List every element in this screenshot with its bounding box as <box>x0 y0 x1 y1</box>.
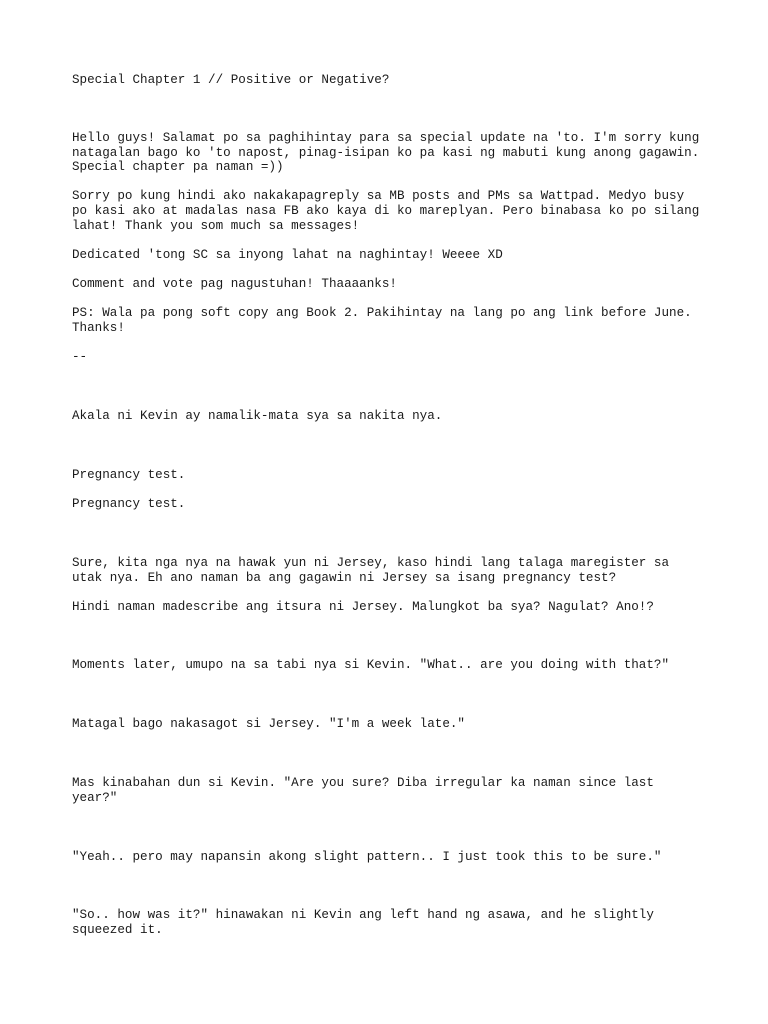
story-paragraph-8-line-1: Mas kinabahan dun si Kevin. "Are you sure? Diba irregular ka naman since last <box>72 776 654 790</box>
story-paragraph-1: Akala ni Kevin ay namalik-mata sya sa nakita nya. <box>72 409 443 423</box>
intro-paragraph-4: Comment and vote pag nagustuhan! Thaaaanks! <box>72 277 397 291</box>
story-paragraph-4-line-2: utak nya. Eh ano naman ba ang gagawin ni Jersey sa isang pregnancy test? <box>72 571 617 585</box>
intro-paragraph-3: Dedicated 'tong SC sa inyong lahat na naghintay! Weeee XD <box>72 248 503 262</box>
intro-paragraph-1-line-1: Hello guys! Salamat po sa paghihintay para sa special update na 'to. I'm sorry kung <box>72 131 700 145</box>
story-paragraph-4-line-1: Sure, kita nga nya na hawak yun ni Jersey, kaso hindi lang talaga maregister sa <box>72 556 670 570</box>
intro-paragraph-5-line-2: Thanks! <box>72 321 125 335</box>
intro-paragraph-5-line-1: PS: Wala pa pong soft copy ang Book 2. Pakihintay na lang po ang link before June. <box>72 306 692 320</box>
intro-paragraph-2-line-2: po kasi ako at madalas nasa FB ako kaya di ko mareplyan. Pero binabasa ko po silang <box>72 204 700 218</box>
story-paragraph-6: Moments later, umupo na sa tabi nya si Kevin. "What.. are you doing with that?" <box>72 658 670 672</box>
section-separator: -- <box>72 350 88 364</box>
intro-paragraph-1-line-3: Special chapter pa naman =)) <box>72 160 284 174</box>
story-paragraph-10-line-2: squeezed it. <box>72 923 163 937</box>
story-paragraph-2: Pregnancy test. <box>72 468 186 482</box>
story-paragraph-7: Matagal bago nakasagot si Jersey. "I'm a week late." <box>72 717 465 731</box>
chapter-title: Special Chapter 1 // Positive or Negative? <box>72 73 390 87</box>
story-paragraph-9: "Yeah.. pero may napansin akong slight pattern.. I just took this to be sure." <box>72 850 662 864</box>
intro-paragraph-2-line-1: Sorry po kung hindi ako nakakapagreply sa MB posts and PMs sa Wattpad. Medyo busy <box>72 189 685 203</box>
story-paragraph-3: Pregnancy test. <box>72 497 186 511</box>
story-paragraph-8-line-2: year?" <box>72 791 118 805</box>
intro-paragraph-1-line-2: natagalan bago ko 'to napost, pinag-isipan ko pa kasi ng mabuti kung anong gagawin. <box>72 146 700 160</box>
intro-paragraph-2-line-3: lahat! Thank you som much sa messages! <box>72 219 360 233</box>
story-paragraph-5: Hindi naman madescribe ang itsura ni Jersey. Malungkot ba sya? Nagulat? Ano!? <box>72 600 654 614</box>
story-paragraph-10-line-1: "So.. how was it?" hinawakan ni Kevin ang left hand ng asawa, and he slightly <box>72 908 654 922</box>
